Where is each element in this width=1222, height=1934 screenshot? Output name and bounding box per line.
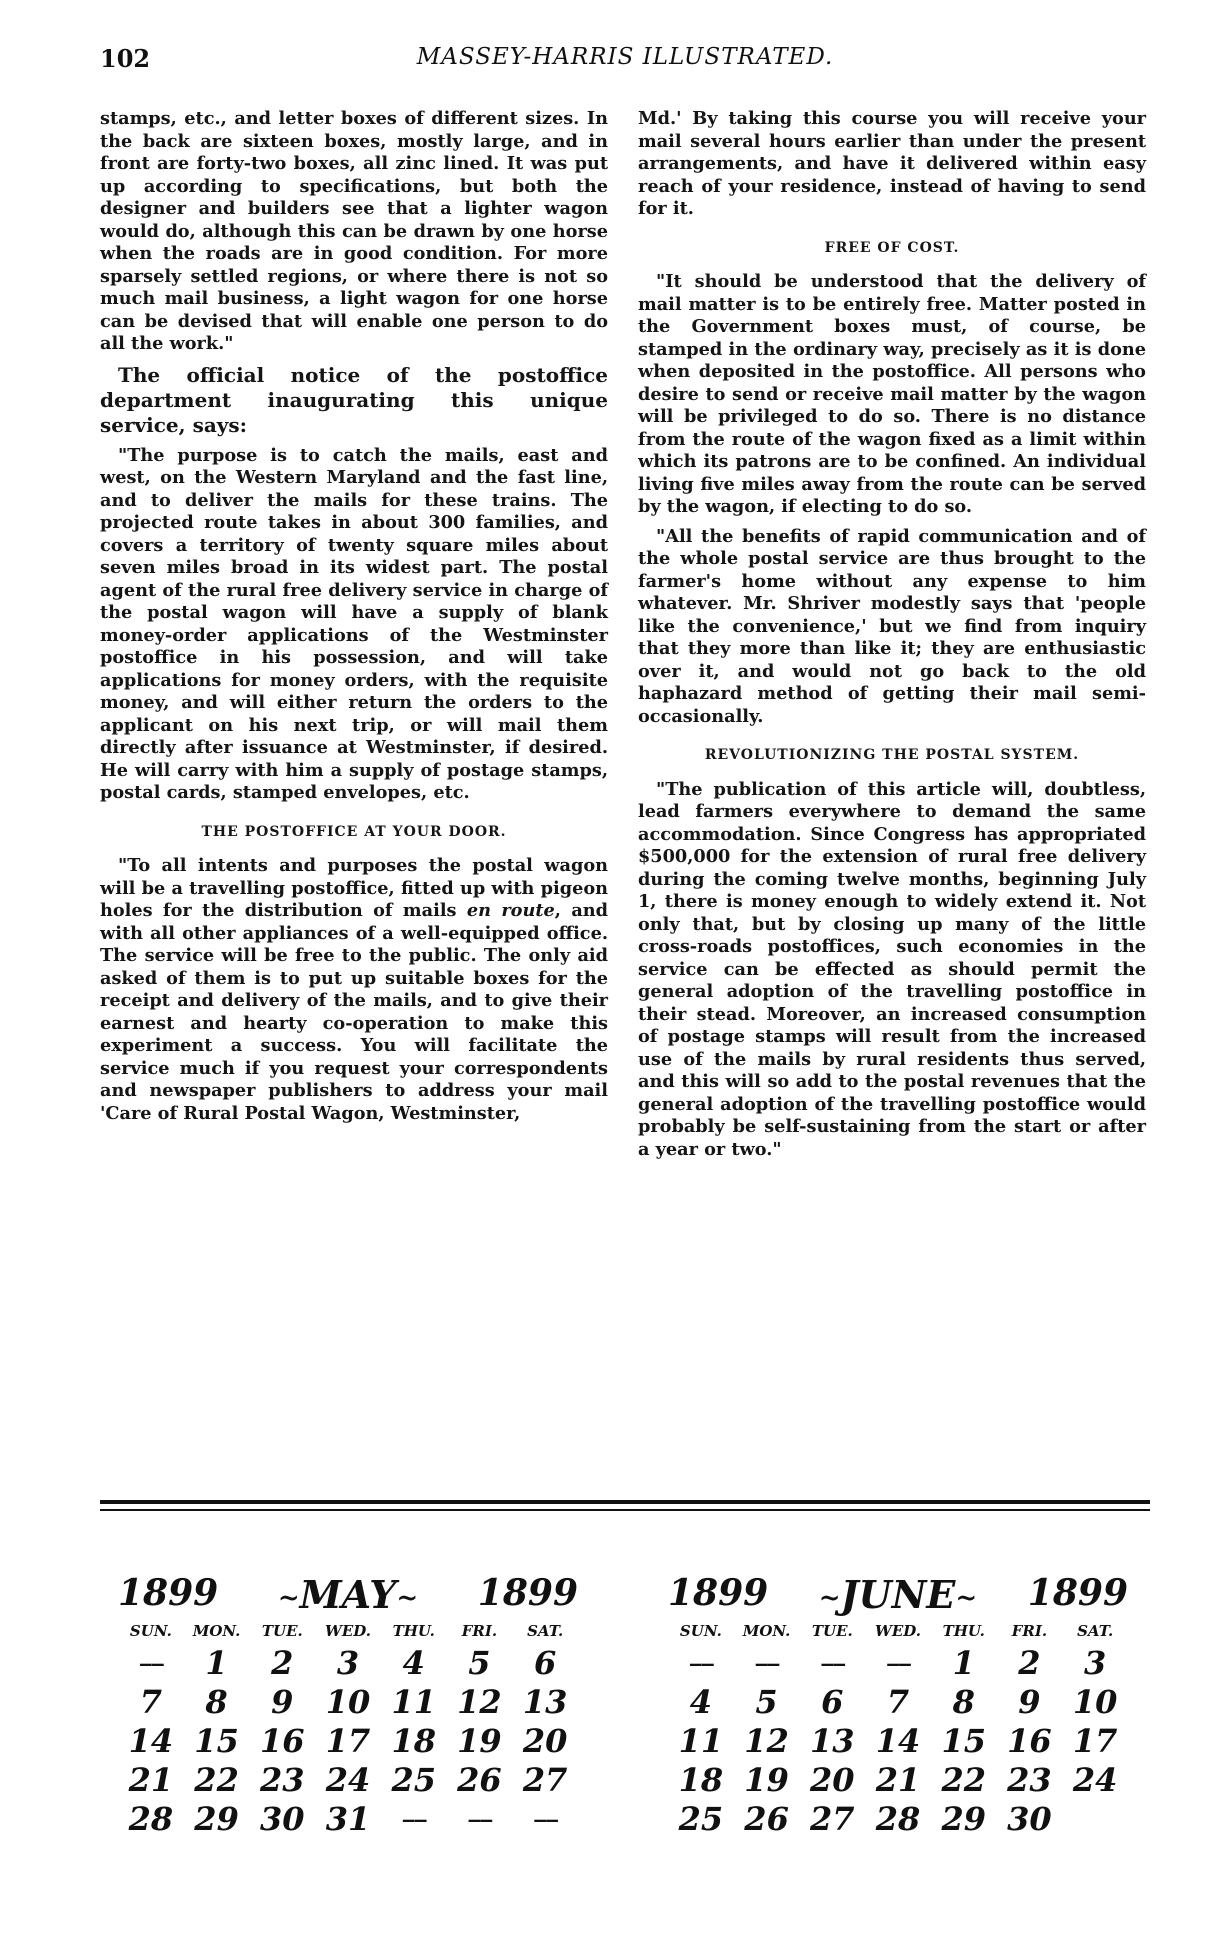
calendar-may [118,1572,578,1839]
calendar-day: 1 [952,1644,975,1682]
calendar-day: 29 [194,1800,239,1838]
day-of-week-label: TUE. [811,1622,853,1640]
calendar-header [668,1572,1128,1622]
calendar-day: 28 [875,1800,921,1838]
calendar-day: 7 [139,1683,162,1721]
calendar-day: 17 [325,1722,371,1760]
calendar-day: 14 [128,1722,174,1760]
calendar-day: 21 [128,1761,174,1799]
day-of-week-label: SAT. [1077,1622,1114,1640]
calendar-day: 9 [1018,1683,1041,1721]
paragraph: The official notice of the postoffice department inaugurating this unique service, says: [100,362,608,437]
blank-day-ornament: ‒‒ [401,1807,426,1831]
paragraph: "The purpose is to catch the mails, east and west, on the Western Maryland and the fast line, and to deliver the mails for these trains. The projected route takes in about 300 families, and covers a territory of twenty square miles about seven miles broad in its widest part. The postal agent of the rural free delivery service in charge of the postal wagon will have a supply of blank money-order applications of the Westminster postoffice in his possession, and will take applications for money orders, with the requisite money, and will either return the orders to the applicant on his next trip, or will mail them directly after issuance at Westminster, if desired. He will carry with him a supply of postage stamps, postal cards, stamped envelopes, etc. [100,444,608,803]
day-of-week-label: WED. [875,1622,921,1640]
calendar-day: 21 [875,1761,921,1799]
blank-day-ornament: ‒‒ [533,1807,558,1831]
calendar-day: 3 [1084,1644,1107,1682]
calendar-day: 15 [194,1722,239,1760]
calendar-day: 10 [325,1683,371,1721]
paragraph: "To all intents and purposes the postal wagon will be a travelling postoffice, fitted up with pigeon holes for the distribution of mails en route, and with all other appliances of a well-equipped office. The service will be free to the public. The only aid asked of them is to put up suitable boxes for the receipt and delivery of the mails, and to give their earnest and hearty co-operation to make this experiment a success. You will facilitate the service much if you request your correspondents and newspaper publishers to address your mail 'Care of Rural Postal Wagon, Westminster, [100,855,609,1124]
page-header [100,40,1150,80]
calendar-day: 27 [810,1800,855,1838]
calendar-day: 12 [457,1683,502,1721]
flourish-icon: ~ [396,1583,419,1614]
day-of-week-label: FRI. [461,1622,498,1640]
calendar-day: 5 [468,1644,491,1682]
calendar-day: 16 [260,1722,305,1760]
day-of-week-label: MON. [742,1622,791,1640]
flourish-icon: ~ [818,1583,841,1614]
calendar-day: 4 [402,1644,425,1682]
day-of-week-label: SUN. [679,1622,722,1640]
blank-day-ornament: ‒‒ [138,1651,163,1675]
calendar-day: 12 [744,1722,789,1760]
calendar-month: ~JUNE~ [818,1572,978,1617]
calendar-day: 24 [1072,1761,1118,1799]
day-of-week-label: THU. [942,1622,985,1640]
divider-thin [100,1509,1150,1511]
calendar-day: 13 [522,1683,568,1721]
calendar-day: 31 [325,1800,371,1838]
calendar-day: 25 [678,1800,724,1838]
calendar-day: 15 [941,1722,986,1760]
calendar-day: 11 [678,1722,724,1760]
calendar-day: 25 [391,1761,436,1799]
divider-thick [100,1500,1150,1504]
calendar-day: 26 [744,1800,789,1838]
calendar-day: 30 [260,1800,305,1838]
calendar-day: 2 [1018,1644,1041,1682]
calendar-year: 1899 [1027,1572,1128,1614]
calendar-day: 6 [534,1644,557,1682]
calendar-day: 14 [875,1722,921,1760]
calendar-day: 23 [1007,1761,1052,1799]
calendar-day: 23 [260,1761,305,1799]
calendar-month: ~MAY~ [277,1572,419,1617]
paragraph: stamps, etc., and letter boxes of different sizes. In the back are sixteen boxes, mostly large, and in front are forty-two boxes, all zinc lined. It was put up according to specifications, but both the designer and builders see that a lighter wagon would do, although this can be drawn by one horse when the roads are in good condition. For more sparsely settled regions, or where there is not so much mail business, a light wagon for one horse can be devised that will enable one person to do all the work." [100,108,608,354]
calendar-day: 18 [678,1761,724,1799]
running-title: MASSEY-HARRIS ILLUSTRATED. [416,44,834,70]
paragraph: "It should be understood that the delivery of mail matter is to be entirely free. Matter posted in the Government boxes must, of course, be stamped in the ordinary way, precisely as it is done when deposited in the postoffice. All persons who desire to send or receive mail matter by the wagon will be privileged to do so. There is no distance from the route of the wagon fixed as a limit within which its patrons are to be confined. An individual living five miles away from the route can be served by the wagon, if electing to do so. [638,271,1146,517]
calendar-day: 19 [744,1761,789,1799]
emphasis: en route [466,900,555,921]
calendar-day: 10 [1072,1683,1118,1721]
calendar-day: 18 [391,1722,436,1760]
calendar-day: 27 [522,1761,568,1799]
calendar-day: 24 [325,1761,371,1799]
calendar-day: 8 [205,1683,228,1721]
day-of-week-label: WED. [325,1622,371,1640]
blank-day-ornament: ‒‒ [886,1651,910,1675]
calendar-day: 30 [1007,1800,1052,1838]
calendar-day: 5 [755,1683,778,1721]
calendar-day: 22 [194,1761,239,1799]
calendar-june [668,1572,1128,1839]
calendar-day: 8 [952,1683,975,1721]
calendar-year: 1899 [477,1572,578,1614]
calendar-day: 2 [271,1644,294,1682]
blank-day-ornament: ‒‒ [820,1651,845,1675]
day-of-week-label: FRI. [1011,1622,1048,1640]
calendar-day: 1 [205,1644,228,1682]
section-heading: THE POSTOFFICE AT YOUR DOOR. [201,823,507,840]
calendar-day: 20 [810,1761,855,1799]
calendar-day: 9 [271,1683,294,1721]
calendar-day: 29 [941,1800,986,1838]
right-column [638,108,1146,1168]
page-number: 102 [100,44,151,73]
calendar-day: 11 [391,1683,436,1721]
blank-day-ornament: ‒‒ [754,1651,779,1675]
calendar-header [118,1572,578,1622]
calendar-day: 28 [128,1800,174,1838]
blank-day-ornament: ‒‒ [467,1807,492,1831]
day-of-week-label: SAT. [527,1622,564,1640]
day-of-week-label: THU. [392,1622,435,1640]
day-of-week-label: MON. [192,1622,241,1640]
calendar-day: 6 [821,1683,844,1721]
paragraph: Md.' By taking this course you will receive your mail several hours earlier than under the present arrangements, and have it delivered within easy reach of your residence, instead of having to send for it. [638,108,1146,219]
calendar-day: 16 [1007,1722,1052,1760]
day-of-week-label: SUN. [129,1622,172,1640]
section-heading: FREE OF COST. [824,239,960,256]
calendar-day: 3 [336,1644,360,1682]
calendar-grid [668,1622,1128,1839]
left-column [100,108,608,1132]
paragraph: "All the benefits of rapid communication and of the whole postal service are thus brought to the farmer's home without any expense to him whatever. Mr. Shriver modestly says that 'people like the convenience,' but we find from inquiry that they more than like it; they are enthusiastic over it, and would not go back to the old haphazard method of getting their mail semi-occasionally. [638,525,1146,727]
paragraph: "The publication of this article will, doubtless, lead farmers everywhere to demand the same accommodation. Since Congress has appropriated $500,000 for the extension of rural free delivery during the coming twelve months, beginning July 1, there is money enough to widely extend it. Not only that, but by closing up many of the little cross-roads postoffices, such economies in the service can be effected as should permit the general adoption of the travelling postoffice in their stead. Moreover, an increased consumption of postage stamps will result from the increased use of the mails by rural residents thus served, and this will so add to the postal revenues that the general adoption of the travelling postoffice would probably be self-sustaining from the start or after a year or two." [638,778,1146,1160]
divider-rules [100,1500,1150,1514]
calendar-day: 4 [689,1683,712,1721]
blank-day-ornament: ‒‒ [688,1651,713,1675]
calendar-day: 22 [941,1761,986,1799]
calendar-day: 19 [457,1722,502,1760]
calendar-day: 26 [457,1761,502,1799]
calendar-day: 7 [886,1683,910,1721]
calendar-year: 1899 [118,1572,219,1614]
day-of-week-label: TUE. [261,1622,303,1640]
flourish-icon: ~ [277,1583,300,1614]
calendar-day: 20 [522,1722,568,1760]
calendar-day: 17 [1072,1722,1118,1760]
calendar-grid [118,1622,578,1839]
calendar-day: 13 [810,1722,855,1760]
calendar-year: 1899 [668,1572,769,1614]
flourish-icon: ~ [955,1583,978,1614]
section-heading: REVOLUTIONIZING THE POSTAL SYSTEM. [704,747,1080,763]
